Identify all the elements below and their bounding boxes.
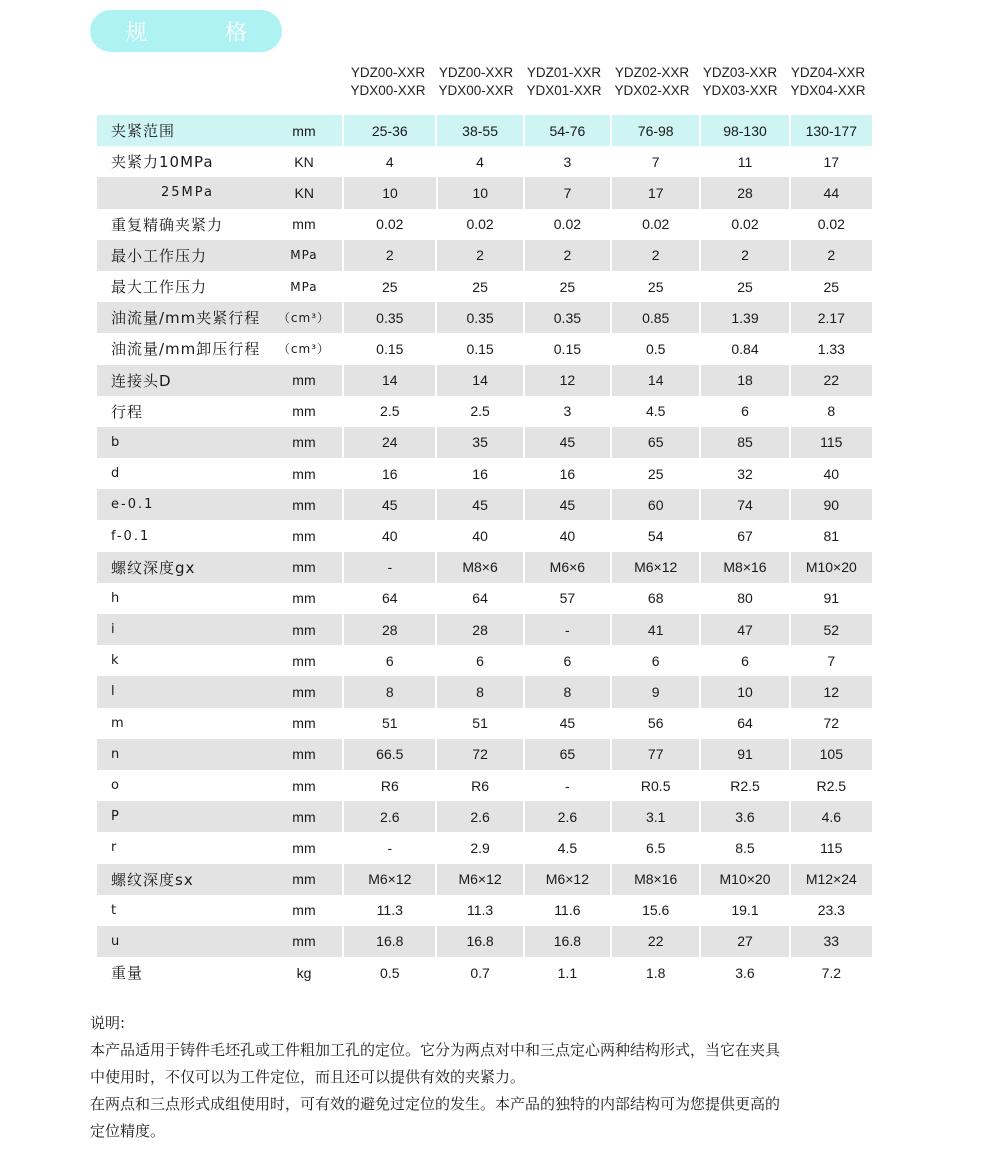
cell-value: 28	[699, 177, 788, 208]
cell-value: 2.17	[789, 302, 872, 333]
cell-value: 6.5	[645, 839, 666, 856]
cell-value: M8×6	[435, 552, 522, 583]
table-row	[97, 240, 872, 271]
cell-value: 14	[342, 365, 435, 396]
cell-value: 2.5	[470, 403, 490, 420]
row-unit: KN	[294, 184, 314, 201]
cell-value: 0.5	[645, 340, 666, 357]
row-unit: mm	[292, 496, 316, 513]
cell-value: 27	[699, 926, 788, 957]
table-row	[97, 708, 872, 739]
row-label: f-0.1	[111, 528, 151, 544]
cell-value: 54-76	[523, 115, 610, 146]
cell-value: 0.85	[610, 302, 699, 333]
row-label: 螺纹深度sx	[111, 870, 194, 889]
cell-value: 1.1	[557, 964, 578, 981]
cell-value: 4.5	[557, 839, 578, 856]
cell-value: M6×6	[523, 552, 610, 583]
model-name: YDX03-XXR	[702, 83, 778, 98]
row-unit: MPa	[290, 248, 318, 263]
cell-value: R2.5	[730, 777, 760, 794]
row-unit: mm	[292, 216, 316, 233]
row-unit: mm	[292, 372, 316, 389]
cell-value: 45	[559, 715, 576, 732]
cell-value: 24	[342, 427, 435, 458]
row-label: l	[111, 684, 117, 700]
table-row	[97, 177, 872, 208]
cell-value: 51	[382, 715, 398, 732]
table-row	[97, 801, 872, 832]
cell-value: 65	[523, 739, 610, 770]
row-unit: mm	[292, 528, 316, 545]
cell-value: 12	[789, 676, 872, 707]
cell-value: 45	[523, 427, 610, 458]
cell-value: R6	[471, 777, 490, 794]
cell-value: 0.02	[553, 216, 582, 233]
cell-value: 115	[789, 427, 872, 458]
cell-value: 0.02	[466, 216, 494, 233]
cell-value: 9	[610, 676, 699, 707]
cell-value: 72	[823, 715, 840, 732]
cell-value: 6	[385, 652, 394, 669]
row-unit: （cm³）	[277, 342, 331, 357]
cell-value: 40	[472, 528, 488, 545]
cell-value: 38-55	[435, 115, 522, 146]
row-label: 连接头D	[111, 371, 172, 390]
cell-value: 15.6	[642, 902, 670, 919]
cell-value: 2	[523, 240, 610, 271]
cell-value: M10×20	[789, 552, 872, 583]
notes-section	[90, 1010, 920, 1145]
cell-value: 0.15	[466, 340, 494, 357]
cell-value: 7	[523, 177, 610, 208]
cell-value: 57	[559, 590, 576, 607]
row-unit: mm	[292, 465, 316, 482]
cell-value: -	[342, 552, 435, 583]
cell-value: 65	[610, 427, 699, 458]
cell-value: -	[387, 839, 393, 856]
cell-value: 10	[342, 177, 435, 208]
row-unit: mm	[292, 403, 316, 420]
row-label: 螺纹深度gx	[111, 558, 196, 577]
table-row	[97, 739, 872, 770]
model-name: YDX00-XXR	[350, 83, 426, 98]
row-label: h	[111, 590, 122, 606]
cell-value: 8	[523, 676, 610, 707]
notes-line-2: 中使用时，不仅可以为工件定位，而且还可以提供有效的夹紧力。	[90, 1068, 526, 1086]
cell-value: 40	[823, 465, 840, 482]
cell-value: 74	[699, 489, 788, 520]
cell-value: 14	[610, 365, 699, 396]
row-unit: （cm³）	[277, 311, 331, 326]
table-row	[97, 115, 872, 146]
cell-value: 22	[610, 926, 699, 957]
table-row	[97, 146, 872, 177]
cell-value: 2	[699, 240, 788, 271]
cell-value: 25	[472, 278, 488, 295]
table-row	[97, 458, 872, 489]
cell-value: R2.5	[816, 777, 847, 794]
row-label: 重复精确夹紧力	[111, 215, 224, 234]
model-name: YDZ00-XXR	[350, 65, 426, 80]
cell-value: 11.3	[376, 902, 403, 919]
table-row	[97, 396, 872, 427]
table-row	[97, 427, 872, 458]
cell-value: 2	[435, 240, 522, 271]
cell-value: M12×24	[789, 864, 872, 895]
cell-value: 16.8	[523, 926, 610, 957]
row-label: 油流量/mm卸压行程	[111, 340, 261, 359]
cell-value: 0.15	[376, 340, 404, 357]
cell-value: 2.5	[380, 403, 400, 420]
cell-value: 98-130	[699, 115, 788, 146]
cell-value: 40	[559, 528, 576, 545]
cell-value: 0.02	[642, 216, 670, 233]
cell-value: 25	[647, 465, 664, 482]
notes-line-3: 在两点和三点形式成组使用时，可有效的避免过定位的发生。本产品的独特的内部结构可为您提供更高的	[90, 1095, 781, 1113]
model-name: YDZ04-XXR	[790, 65, 866, 80]
row-unit: mm	[292, 871, 316, 888]
row-label: n	[111, 746, 122, 762]
cell-value: 2.6	[523, 801, 610, 832]
table-row	[97, 957, 872, 988]
cell-value: 80	[737, 590, 753, 607]
cell-value: 11.3	[466, 902, 494, 919]
table-row	[97, 645, 872, 676]
row-label: k	[111, 653, 121, 669]
cell-value: 25-36	[342, 115, 435, 146]
cell-value: 8	[435, 676, 522, 707]
row-label: 最小工作压力	[111, 246, 208, 265]
cell-value: 1.8	[645, 964, 666, 981]
model-column	[696, 64, 784, 108]
cell-value: 4.5	[645, 403, 666, 420]
cell-value: M6×12	[435, 864, 522, 895]
row-label: u	[111, 933, 122, 949]
row-label: m	[111, 715, 126, 731]
row-label: t	[111, 902, 119, 918]
cell-value: 7.2	[821, 964, 842, 981]
cell-value: 18	[699, 365, 788, 396]
row-unit: mm	[292, 808, 316, 825]
cell-value: 47	[699, 614, 788, 645]
cell-value: 2	[610, 240, 699, 271]
cell-value: 3.1	[610, 801, 699, 832]
cell-value: 11.6	[554, 902, 581, 919]
cell-value: 85	[699, 427, 788, 458]
table-row	[97, 489, 872, 520]
cell-value: 17	[610, 177, 699, 208]
cell-value: 2.9	[470, 839, 490, 856]
row-unit: mm	[292, 933, 316, 950]
cell-value: 91	[823, 590, 840, 607]
cell-value: 25	[823, 278, 840, 295]
cell-value: M6×12	[523, 864, 610, 895]
cell-value: 68	[647, 590, 664, 607]
cell-value: 32	[737, 465, 753, 482]
cell-value: 3.6	[699, 801, 788, 832]
cell-value: 16	[559, 465, 576, 482]
cell-value: 33	[789, 926, 872, 957]
row-unit: mm	[292, 559, 316, 576]
cell-value: M6×12	[610, 552, 699, 583]
row-label: r	[111, 840, 119, 856]
row-label: d	[111, 466, 122, 482]
cell-value: 4	[385, 153, 394, 170]
cell-value: 1.39	[699, 302, 788, 333]
row-unit: mm	[292, 652, 316, 669]
cell-value: 19.1	[731, 902, 759, 919]
cell-value: 2.6	[342, 801, 435, 832]
row-label: i	[111, 622, 117, 638]
row-label: b	[111, 434, 122, 450]
cell-value: 0.02	[731, 216, 759, 233]
cell-value: 52	[789, 614, 872, 645]
cell-value: 0.7	[470, 964, 490, 981]
cell-value: 25	[559, 278, 576, 295]
cell-value: 1.33	[817, 340, 845, 357]
cell-value: -	[523, 614, 610, 645]
model-header	[344, 64, 872, 108]
model-name: YDZ01-XXR	[526, 65, 602, 80]
cell-value: 17	[823, 153, 840, 170]
table-row	[97, 676, 872, 707]
model-column	[432, 64, 520, 108]
row-label: 行程	[111, 402, 144, 421]
model-column	[520, 64, 608, 108]
cell-value: 64	[737, 715, 753, 732]
cell-value: 23.3	[817, 902, 845, 919]
cell-value: 12	[523, 365, 610, 396]
cell-value: 64	[472, 590, 488, 607]
table-row	[97, 365, 872, 396]
table-row	[97, 895, 872, 926]
cell-value: 40	[382, 528, 398, 545]
cell-value: 8	[827, 403, 836, 420]
table-row	[97, 583, 872, 614]
cell-value: 91	[699, 739, 788, 770]
model-column	[344, 64, 432, 108]
table-row	[97, 832, 872, 863]
cell-value: 56	[647, 715, 664, 732]
cell-value: 6	[476, 652, 484, 669]
cell-value: 14	[435, 365, 522, 396]
cell-value: 130-177	[789, 115, 872, 146]
cell-value: 44	[789, 177, 872, 208]
row-unit: mm	[292, 777, 316, 794]
row-label: 25MPa	[161, 185, 214, 201]
cell-value: 4.6	[789, 801, 872, 832]
model-column	[608, 64, 696, 108]
cell-value: 76-98	[610, 115, 699, 146]
cell-value: 6	[741, 403, 749, 420]
row-unit: mm	[292, 122, 316, 139]
cell-value: 16.8	[435, 926, 522, 957]
cell-value: 8	[342, 676, 435, 707]
cell-value: 25	[737, 278, 753, 295]
model-name: YDX04-XXR	[790, 83, 866, 98]
cell-value: 28	[342, 614, 435, 645]
row-label: 油流量/mm夹紧行程	[111, 309, 261, 328]
row-unit: mm	[292, 590, 316, 607]
cell-value: M10×20	[699, 864, 788, 895]
cell-value: M6×12	[342, 864, 435, 895]
cell-value: 64	[382, 590, 398, 607]
model-name: YDZ03-XXR	[702, 65, 778, 80]
cell-value: 8.5	[735, 839, 755, 856]
cell-value: 16	[472, 465, 488, 482]
cell-value: 0.15	[553, 340, 582, 357]
cell-value: 10	[436, 177, 523, 208]
cell-value: 0.35	[435, 302, 522, 333]
table-row	[97, 614, 872, 645]
cell-value: 11	[737, 153, 753, 170]
row-unit: mm	[292, 434, 316, 451]
cell-value: 25	[382, 278, 398, 295]
table-row	[97, 552, 872, 583]
table-row	[97, 864, 872, 895]
cell-value: 10	[699, 676, 788, 707]
cell-value: 81	[823, 528, 840, 545]
section-title: 规 格	[90, 10, 282, 52]
row-label: o	[111, 778, 121, 794]
cell-value: 3.6	[735, 964, 755, 981]
table-row	[97, 926, 872, 957]
model-name: YDZ00-XXR	[438, 65, 514, 80]
cell-value: 6	[651, 652, 660, 669]
model-name: YDX00-XXR	[438, 83, 514, 98]
notes-line-1: 本产品适用于铸件毛坯孔或工件粗加工孔的定位。它分为两点对中和三点定心两种结构形式，当它在夹具	[90, 1041, 781, 1059]
cell-value: 7	[827, 652, 836, 669]
row-unit: mm	[292, 683, 316, 700]
row-unit: kg	[296, 964, 312, 981]
cell-value: 67	[737, 528, 753, 545]
row-unit: mm	[292, 839, 316, 856]
cell-value: 7	[651, 153, 660, 170]
notes-line-4: 定位精度。	[90, 1122, 166, 1140]
cell-value: R0.5	[640, 777, 671, 794]
row-label: 最大工作压力	[111, 278, 208, 297]
row-label: e-0.1	[111, 497, 155, 513]
cell-value: 28	[435, 614, 522, 645]
cell-value: 6	[563, 652, 572, 669]
cell-value: 3	[563, 403, 572, 420]
cell-value: 105	[789, 739, 872, 770]
table-row	[97, 271, 872, 302]
row-unit: mm	[292, 715, 316, 732]
spec-table	[97, 115, 872, 988]
row-unit: MPa	[290, 279, 318, 294]
model-name: YDZ02-XXR	[614, 65, 690, 80]
cell-value: 45	[523, 489, 610, 520]
cell-value: 0.35	[342, 302, 435, 333]
model-column	[784, 64, 872, 108]
table-row	[97, 209, 872, 240]
table-row	[97, 520, 872, 551]
cell-value: 2	[342, 240, 435, 271]
cell-value: 2	[789, 240, 872, 271]
cell-value: 6	[741, 652, 749, 669]
cell-value: -	[565, 777, 570, 794]
cell-value: M8×16	[610, 864, 699, 895]
row-unit: mm	[292, 621, 316, 638]
cell-value: 4	[476, 153, 484, 170]
cell-value: 0.02	[376, 216, 404, 233]
cell-value: 16	[382, 465, 398, 482]
row-label: 夹紧力10MPa	[111, 153, 214, 172]
table-row	[97, 333, 872, 364]
cell-value: 45	[342, 489, 435, 520]
cell-value: 45	[435, 489, 522, 520]
table-row	[97, 770, 872, 801]
cell-value: 54	[647, 528, 664, 545]
cell-value: 41	[610, 614, 699, 645]
row-unit: mm	[292, 902, 316, 919]
cell-value: 3	[563, 153, 572, 170]
row-label: P	[111, 809, 121, 825]
notes-heading: 说明:	[90, 1014, 126, 1032]
row-label: 夹紧范围	[111, 122, 176, 141]
cell-value: 66.5	[342, 739, 435, 770]
cell-value: 0.84	[731, 340, 759, 357]
cell-value: 115	[820, 839, 843, 856]
cell-value: 90	[789, 489, 872, 520]
model-name: YDX02-XXR	[614, 83, 690, 98]
cell-value: 25	[647, 278, 664, 295]
cell-value: 35	[435, 427, 522, 458]
table-row	[97, 302, 872, 333]
cell-value: 0.5	[380, 964, 400, 981]
row-unit: KN	[294, 153, 314, 170]
cell-value: M8×16	[699, 552, 788, 583]
cell-value: 16.8	[342, 926, 435, 957]
cell-value: R6	[380, 777, 399, 794]
row-label: 重量	[111, 964, 144, 983]
cell-value: 72	[435, 739, 522, 770]
cell-value: 0.35	[523, 302, 610, 333]
cell-value: 51	[472, 715, 488, 732]
cell-value: 60	[610, 489, 699, 520]
row-unit: mm	[292, 746, 316, 763]
model-name: YDX01-XXR	[526, 83, 602, 98]
cell-value: 0.02	[817, 216, 845, 233]
cell-value: 77	[610, 739, 699, 770]
cell-value: 22	[789, 365, 872, 396]
cell-value: 2.6	[435, 801, 522, 832]
